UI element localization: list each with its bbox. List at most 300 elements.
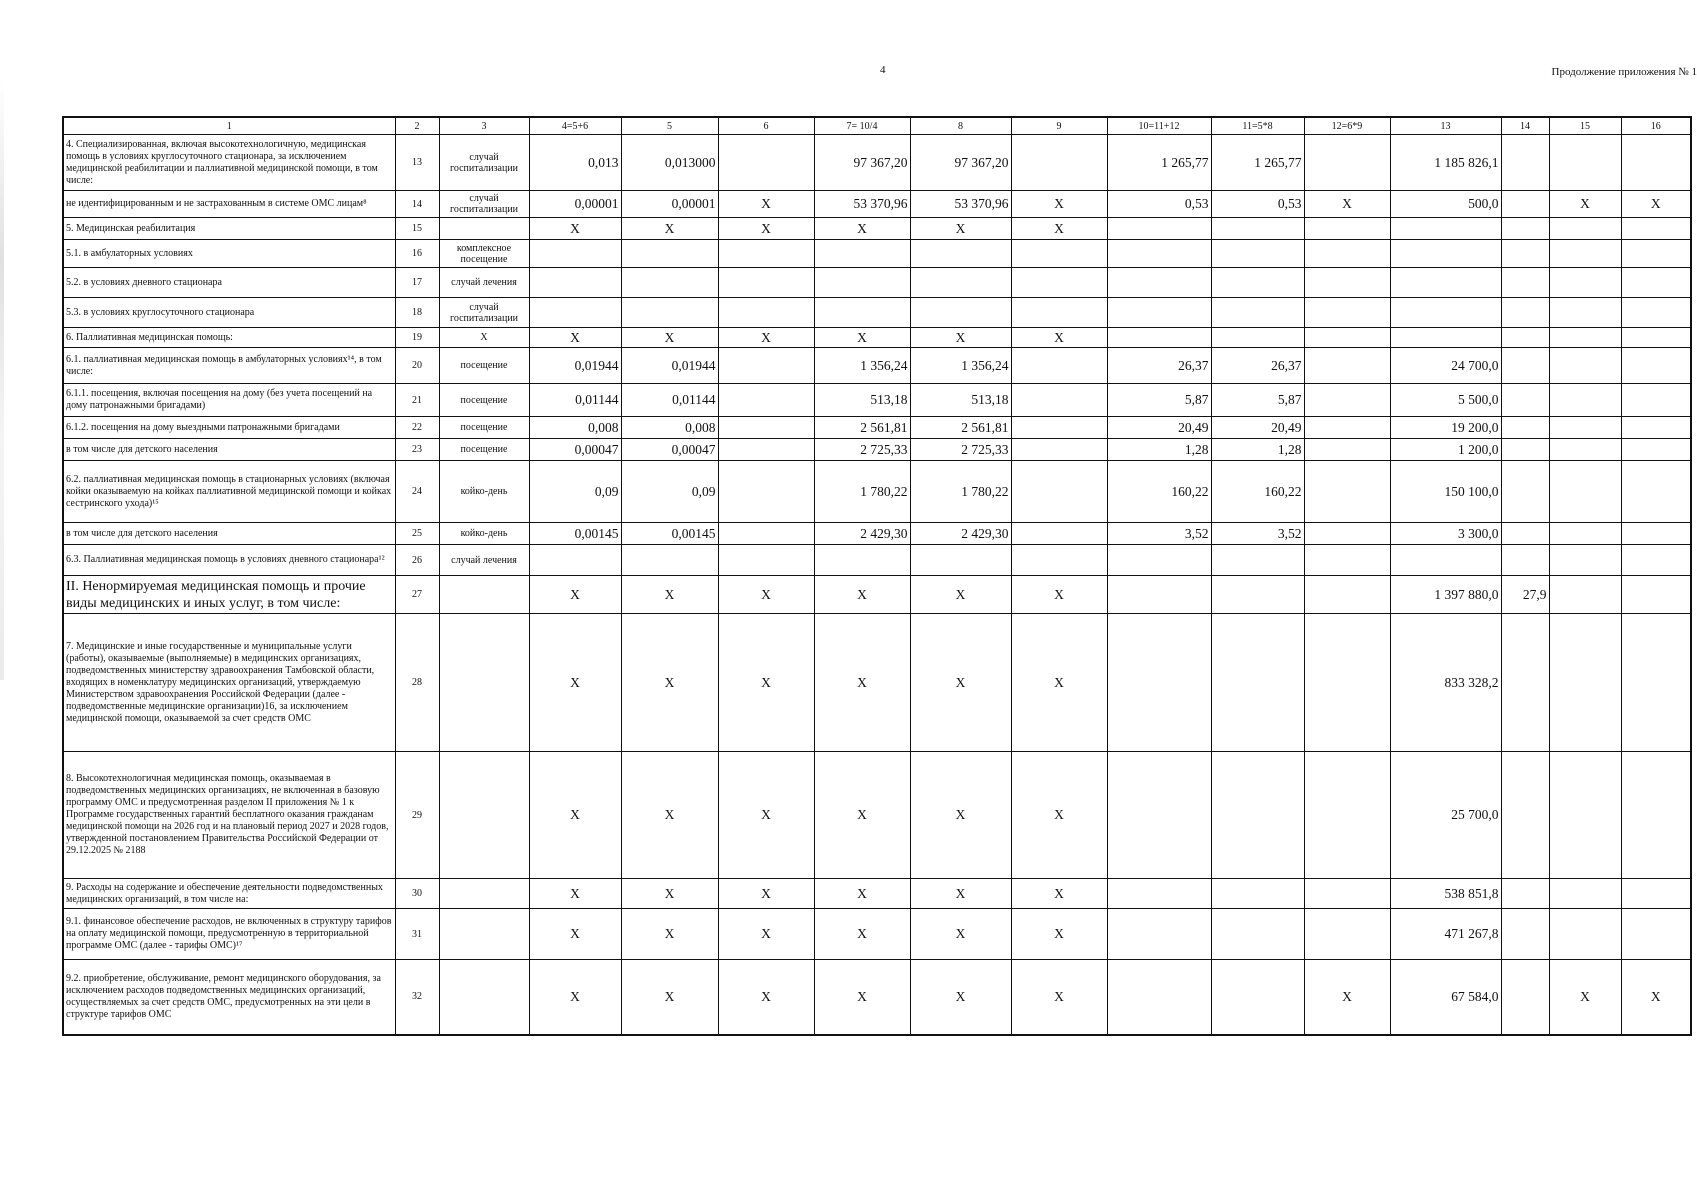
value-cell [1011,417,1107,439]
value-cell [1621,135,1691,191]
value-cell [1304,218,1390,240]
value-cell [1621,218,1691,240]
value-cell: 1 356,24 [910,348,1011,384]
value-cell [1304,417,1390,439]
value-cell: 3,52 [1211,523,1304,545]
value-cell [1304,752,1390,879]
not-applicable-cell: X [621,328,718,348]
table-row [63,135,1691,191]
value-cell: 97 367,20 [814,135,910,191]
value-cell [1549,614,1621,752]
value-cell [529,545,621,576]
not-applicable-cell: X [718,960,814,1035]
unit-cell [439,614,529,752]
value-cell: 1 356,24 [814,348,910,384]
row-number: 27 [395,576,439,614]
row-number: 31 [395,909,439,960]
value-cell [621,268,718,298]
appendix-continuation-label: Продолжение приложения № 1 [1551,66,1697,78]
value-cell [1211,879,1304,909]
value-cell [1501,268,1549,298]
value-cell: 0,013 [529,135,621,191]
not-applicable-cell: X [1549,960,1621,1035]
value-cell [1549,439,1621,461]
value-cell [1501,545,1549,576]
value-cell: 0,01144 [621,384,718,417]
not-applicable-cell: X [621,576,718,614]
not-applicable-cell: X [1011,328,1107,348]
value-cell [1501,348,1549,384]
value-cell [1011,298,1107,328]
not-applicable-cell: X [910,218,1011,240]
value-cell [1549,135,1621,191]
value-cell: 2 429,30 [910,523,1011,545]
value-cell: 513,18 [814,384,910,417]
column-header: 10=11+12 [1107,117,1211,135]
not-applicable-cell: X [1621,960,1691,1035]
value-cell [1621,348,1691,384]
unit-cell [439,218,529,240]
value-cell [1621,752,1691,879]
not-applicable-cell: X [910,752,1011,879]
value-cell: 0,00145 [621,523,718,545]
not-applicable-cell: X [718,218,814,240]
row-label: 9.2. приобретение, обслуживание, ремонт медицинского оборудования, за исключением расходов подведомственных медицинских организаций, осуществляемых за счет средств ОМС, предусмотренных на эти цели в структуре тарифов ОМС [63,960,395,1035]
value-cell: 1 185 826,1 [1390,135,1501,191]
value-cell [1390,240,1501,268]
table-row [63,191,1691,218]
not-applicable-cell: X [529,576,621,614]
not-applicable-cell: X [1011,960,1107,1035]
value-cell [1501,960,1549,1035]
value-cell [1011,461,1107,523]
value-cell [1211,545,1304,576]
not-applicable-cell: X [718,752,814,879]
value-cell: 26,37 [1107,348,1211,384]
row-number: 17 [395,268,439,298]
table-row [63,348,1691,384]
value-cell: 53 370,96 [814,191,910,218]
not-applicable-cell: X [814,879,910,909]
value-cell: 1,28 [1211,439,1304,461]
value-cell [529,240,621,268]
value-cell [1304,240,1390,268]
not-applicable-cell: X [1549,191,1621,218]
value-cell [910,545,1011,576]
value-cell [718,384,814,417]
value-cell [1549,909,1621,960]
unit-cell: койко-день [439,523,529,545]
unit-cell: случай госпитализации [439,191,529,218]
value-cell [1211,298,1304,328]
row-label: 6.2. паллиативная медицинская помощь в стационарных условиях (включая койки оказываемую на койках паллиативной медицинской помощи и койках сестринского ухода)¹⁵ [63,461,395,523]
value-cell: 0,00001 [621,191,718,218]
not-applicable-cell: X [910,909,1011,960]
value-cell [1501,417,1549,439]
value-cell: 97 367,20 [910,135,1011,191]
value-cell: 1 200,0 [1390,439,1501,461]
unit-cell: X [439,328,529,348]
row-number: 18 [395,298,439,328]
value-cell [1501,328,1549,348]
row-label: 5.3. в условиях круглосуточного стационара [63,298,395,328]
scan-edge-mark [0,80,4,680]
value-cell: 500,0 [1390,191,1501,218]
value-cell [1304,384,1390,417]
value-cell: 0,09 [529,461,621,523]
row-number: 22 [395,417,439,439]
value-cell [1107,328,1211,348]
value-cell [1107,960,1211,1035]
value-cell [1011,240,1107,268]
value-cell [718,545,814,576]
value-cell [1304,614,1390,752]
page-number: 4 [880,64,886,76]
unit-cell: посещение [439,417,529,439]
unit-cell: случай лечения [439,268,529,298]
table-row [63,752,1691,879]
not-applicable-cell: X [1304,191,1390,218]
value-cell [1621,268,1691,298]
not-applicable-cell: X [621,752,718,879]
value-cell: 3,52 [1107,523,1211,545]
value-cell [1501,240,1549,268]
not-applicable-cell: X [1011,879,1107,909]
value-cell [1501,135,1549,191]
column-header: 3 [439,117,529,135]
value-cell [1107,576,1211,614]
row-label: 9.1. финансовое обеспечение расходов, не включенных в структуру тарифов на оплату медицинской помощи, предусмотренную в территориальной программе ОМС (далее - тарифы ОМС)¹⁷ [63,909,395,960]
value-cell [1011,439,1107,461]
row-label: 6.3. Паллиативная медицинская помощь в условиях дневного стационара¹² [63,545,395,576]
row-number: 29 [395,752,439,879]
value-cell [1621,879,1691,909]
value-cell [1549,348,1621,384]
not-applicable-cell: X [529,614,621,752]
value-cell: 0,00047 [529,439,621,461]
value-cell: 0,00047 [621,439,718,461]
value-cell [1621,909,1691,960]
row-label: в том числе для детского населения [63,439,395,461]
not-applicable-cell: X [718,879,814,909]
value-cell: 5,87 [1211,384,1304,417]
value-cell [1549,298,1621,328]
row-label: 5. Медицинская реабилитация [63,218,395,240]
value-cell: 1 780,22 [814,461,910,523]
not-applicable-cell: X [814,909,910,960]
value-cell [1211,268,1304,298]
value-cell [1621,576,1691,614]
value-cell: 2 561,81 [910,417,1011,439]
column-header: 1 [63,117,395,135]
not-applicable-cell: X [718,909,814,960]
value-cell [1549,417,1621,439]
value-cell: 25 700,0 [1390,752,1501,879]
column-header: 4=5+6 [529,117,621,135]
value-cell [1011,135,1107,191]
table-row [63,439,1691,461]
row-number: 15 [395,218,439,240]
unit-cell [439,909,529,960]
value-cell [1501,298,1549,328]
value-cell [718,348,814,384]
not-applicable-cell: X [529,909,621,960]
value-cell [1304,576,1390,614]
not-applicable-cell: X [529,960,621,1035]
value-cell: 0,01944 [621,348,718,384]
value-cell [718,461,814,523]
value-cell [1549,752,1621,879]
not-applicable-cell: X [1011,576,1107,614]
value-cell: 0,00145 [529,523,621,545]
value-cell: 160,22 [1211,461,1304,523]
not-applicable-cell: X [910,960,1011,1035]
value-cell [1501,461,1549,523]
value-cell [1621,614,1691,752]
value-cell: 53 370,96 [910,191,1011,218]
value-cell: 19 200,0 [1390,417,1501,439]
value-cell: 471 267,8 [1390,909,1501,960]
unit-cell: случай госпитализации [439,135,529,191]
value-cell [718,135,814,191]
value-cell: 3 300,0 [1390,523,1501,545]
value-cell [814,240,910,268]
not-applicable-cell: X [1011,752,1107,879]
value-cell: 5 500,0 [1390,384,1501,417]
unit-cell: случай лечения [439,545,529,576]
value-cell [1621,384,1691,417]
value-cell [1501,523,1549,545]
not-applicable-cell: X [910,328,1011,348]
value-cell: 1 780,22 [910,461,1011,523]
value-cell [1304,879,1390,909]
row-label: 6.1. паллиативная медицинская помощь в амбулаторных условиях¹⁴, в том числе: [63,348,395,384]
value-cell [718,268,814,298]
value-cell [1304,328,1390,348]
unit-cell: посещение [439,348,529,384]
table-row [63,384,1691,417]
table-row [63,218,1691,240]
row-number: 24 [395,461,439,523]
value-cell: 26,37 [1211,348,1304,384]
value-cell [1501,218,1549,240]
value-cell [1304,298,1390,328]
not-applicable-cell: X [621,909,718,960]
value-cell [1107,268,1211,298]
value-cell: 2 561,81 [814,417,910,439]
value-cell [529,268,621,298]
not-applicable-cell: X [529,218,621,240]
value-cell [1107,909,1211,960]
value-cell: 67 584,0 [1390,960,1501,1035]
row-number: 30 [395,879,439,909]
value-cell: 24 700,0 [1390,348,1501,384]
value-cell [1107,218,1211,240]
value-cell [1549,240,1621,268]
value-cell [718,439,814,461]
row-label: 7. Медицинские и иные государственные и муниципальные услуги (работы), оказываемые (выполняемые) в медицинских организациях, подведомственных министерству здравоохранения Тамбовской области, входящих в номенклатуру медицинских организаций, утверждаемую Министерством здравоохранения Российской Федерации (далее - подведомственные медицинские организации)16, за исключением медицинской помощи, оказываемой за счет средств ОМС [63,614,395,752]
column-header: 15 [1549,117,1621,135]
value-cell: 160,22 [1107,461,1211,523]
row-label: 6.1.1. посещения, включая посещения на дому (без учета посещений на дому патронажными бригадами) [63,384,395,417]
column-header: 12=6*9 [1304,117,1390,135]
value-cell [1621,461,1691,523]
table-row [63,909,1691,960]
value-cell [1304,909,1390,960]
value-cell [1211,960,1304,1035]
unit-cell: посещение [439,384,529,417]
value-cell [1621,523,1691,545]
value-cell: 513,18 [910,384,1011,417]
value-cell: 0,008 [621,417,718,439]
value-cell: 1 397 880,0 [1390,576,1501,614]
value-cell: 20,49 [1211,417,1304,439]
column-header: 14 [1501,117,1549,135]
column-header: 5 [621,117,718,135]
row-label: 6.1.2. посещения на дому выездными патронажными бригадами [63,417,395,439]
not-applicable-cell: X [1011,909,1107,960]
table-row [63,461,1691,523]
value-cell [1549,523,1621,545]
unit-cell [439,752,529,879]
value-cell [1549,545,1621,576]
value-cell [1621,328,1691,348]
value-cell [1211,752,1304,879]
value-cell [910,268,1011,298]
value-cell [1621,417,1691,439]
value-cell [1211,240,1304,268]
value-cell [621,545,718,576]
value-cell [621,240,718,268]
unit-cell [439,576,529,614]
not-applicable-cell: X [910,614,1011,752]
not-applicable-cell: X [1011,191,1107,218]
unit-cell [439,879,529,909]
value-cell [1390,218,1501,240]
row-label: 6. Паллиативная медицинская помощь: [63,328,395,348]
table-row [63,328,1691,348]
value-cell [1304,348,1390,384]
row-number: 23 [395,439,439,461]
value-cell [814,268,910,298]
value-cell [1549,328,1621,348]
value-cell [1107,545,1211,576]
column-header: 16 [1621,117,1691,135]
column-header: 2 [395,117,439,135]
column-header: 6 [718,117,814,135]
value-cell [1011,348,1107,384]
value-cell: 0,09 [621,461,718,523]
not-applicable-cell: X [814,576,910,614]
value-cell [1390,328,1501,348]
table-row [63,879,1691,909]
column-header: 13 [1390,117,1501,135]
column-header: 11=5*8 [1211,117,1304,135]
row-number: 13 [395,135,439,191]
row-number: 16 [395,240,439,268]
value-cell [1107,240,1211,268]
value-cell [529,298,621,328]
value-cell [1390,298,1501,328]
value-cell [1549,384,1621,417]
not-applicable-cell: X [814,960,910,1035]
value-cell [910,240,1011,268]
value-cell [718,298,814,328]
value-cell [1304,461,1390,523]
value-cell [814,298,910,328]
value-cell: 833 328,2 [1390,614,1501,752]
row-label: 4. Специализированная, включая высокотехнологичную, медицинская помощь в условиях круглосуточного стационара, за исключением медицинской реабилитации и паллиативной медицинской помощи, в том числе: [63,135,395,191]
row-label: II. Ненормируемая медицинская помощь и прочие виды медицинских и иных услуг, в том числе: [63,576,395,614]
value-cell [1621,545,1691,576]
value-cell [1304,439,1390,461]
value-cell: 1 265,77 [1107,135,1211,191]
not-applicable-cell: X [529,879,621,909]
not-applicable-cell: X [621,218,718,240]
financing-table [62,116,1692,1036]
value-cell [1501,909,1549,960]
value-cell [1107,298,1211,328]
table-row [63,268,1691,298]
table-row [63,960,1691,1035]
value-cell [1304,135,1390,191]
value-cell: 1 265,77 [1211,135,1304,191]
unit-cell: случай госпитализации [439,298,529,328]
not-applicable-cell: X [814,752,910,879]
row-label: в том числе для детского населения [63,523,395,545]
row-number: 19 [395,328,439,348]
table-row [63,614,1691,752]
value-cell [1107,879,1211,909]
value-cell: 538 851,8 [1390,879,1501,909]
row-label: не идентифицированным и не застрахованным в системе ОМС лицам⁸ [63,191,395,218]
table-header-row [63,117,1691,135]
column-header: 8 [910,117,1011,135]
row-number: 20 [395,348,439,384]
value-cell [1549,268,1621,298]
value-cell: 20,49 [1107,417,1211,439]
value-cell [814,545,910,576]
value-cell [1621,298,1691,328]
column-header: 7= 10/4 [814,117,910,135]
value-cell [1211,614,1304,752]
value-cell: 150 100,0 [1390,461,1501,523]
not-applicable-cell: X [814,218,910,240]
not-applicable-cell: X [1621,191,1691,218]
value-cell [1107,614,1211,752]
table-row [63,240,1691,268]
column-header: 9 [1011,117,1107,135]
table-row [63,545,1691,576]
unit-cell [439,960,529,1035]
unit-cell: посещение [439,439,529,461]
value-cell: 0,01144 [529,384,621,417]
not-applicable-cell: X [621,960,718,1035]
not-applicable-cell: X [1011,218,1107,240]
value-cell: 0,53 [1107,191,1211,218]
value-cell [1304,268,1390,298]
value-cell [1621,240,1691,268]
value-cell [1549,879,1621,909]
row-number: 25 [395,523,439,545]
row-label: 8. Высокотехнологичная медицинская помощь, оказываемая в подведомственных медицинских организациях, не включенная в базовую программу ОМС и предусмотренная разделом II приложения № 1 к Программе государственных гарантий бесплатного оказания гражданам медицинской помощи на 2026 год и на плановый период 2027 и 2028 годов, утвержденной постановлением Правительства Российской Федерации от 29.12.2025 № 2188 [63,752,395,879]
value-cell [1304,545,1390,576]
not-applicable-cell: X [1304,960,1390,1035]
value-cell: 2 725,33 [814,439,910,461]
row-number: 28 [395,614,439,752]
table-row [63,298,1691,328]
table-row [63,576,1691,614]
